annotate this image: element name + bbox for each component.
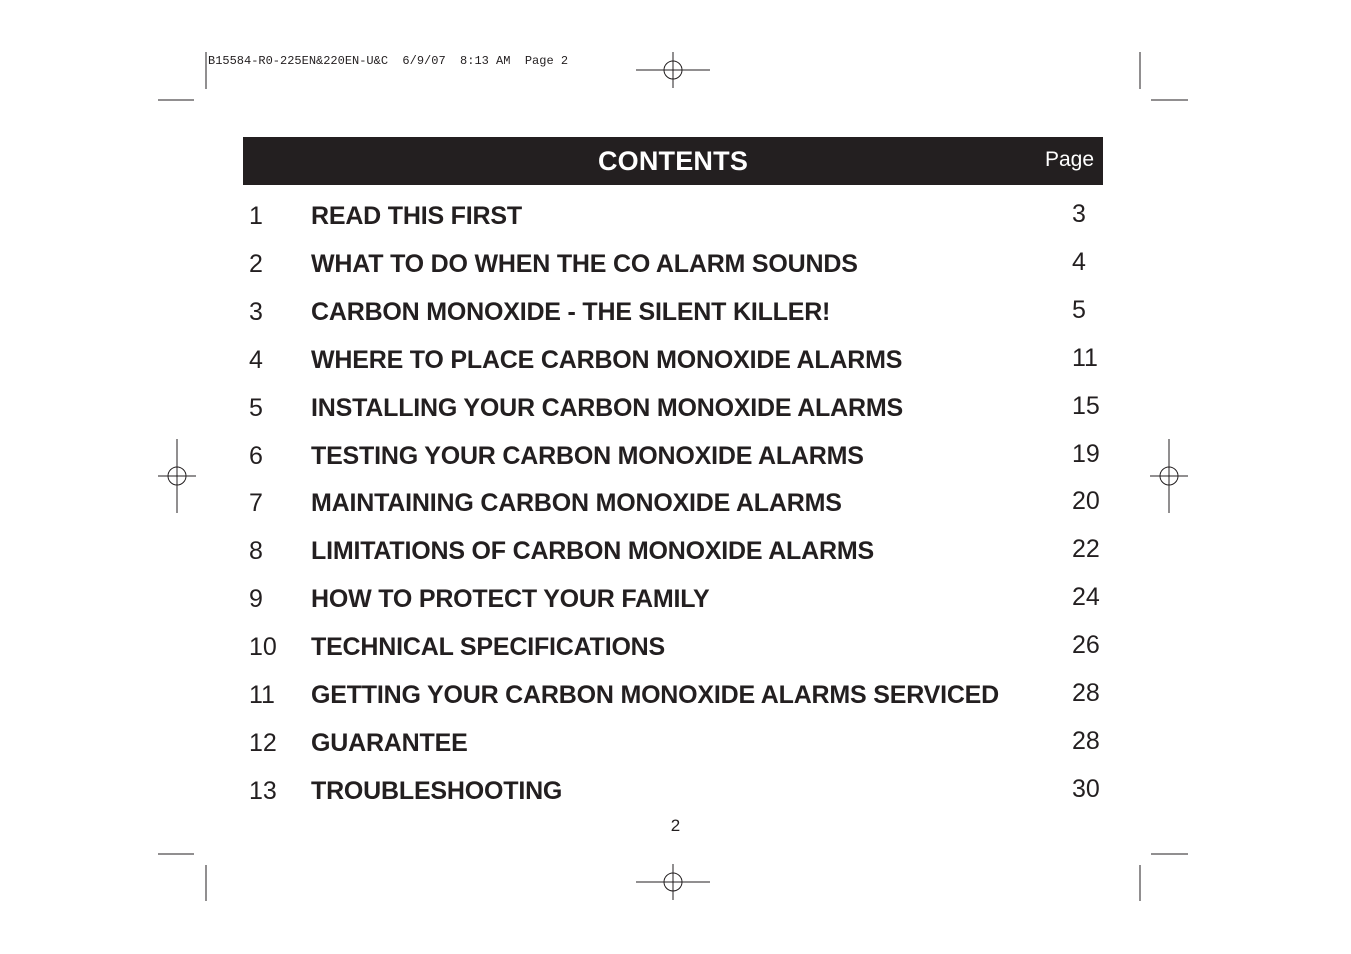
toc-entry-number: 3 (249, 297, 263, 326)
toc-entry-number: 8 (249, 537, 263, 566)
toc-entry-title: GETTING YOUR CARBON MONOXIDE ALARMS SERVICED (311, 681, 1000, 709)
toc-entry-title: TESTING YOUR CARBON MONOXIDE ALARMS (311, 441, 864, 470)
toc-entry-title: HOW TO PROTECT YOUR FAMILY (311, 585, 710, 614)
toc-entry-number: 9 (249, 585, 263, 614)
contents-title: CONTENTS (597, 146, 749, 176)
toc-entry (243, 247, 1103, 290)
toc-entry-number: 5 (249, 393, 263, 422)
page-column-label: Page (1044, 148, 1094, 171)
toc-entry (243, 681, 1103, 721)
print-slug: B15584-R0-225EN&220EN-U&C 6/9/07 8:13 AM Page 2 (208, 54, 569, 68)
toc-entry (243, 439, 1103, 482)
toc-entry-page: 28 (1072, 726, 1100, 755)
toc-entry-title: CARBON MONOXIDE - THE SILENT KILLER! (311, 297, 831, 326)
toc-entry-title: WHERE TO PLACE CARBON MONOXIDE ALARMS (311, 345, 903, 374)
toc-entry (243, 726, 1103, 769)
toc-entry-number: 1 (249, 202, 263, 230)
toc-entry-title: READ THIS FIRST (311, 202, 522, 230)
registration-mark-bottom (636, 864, 710, 900)
toc-entry (243, 489, 1103, 529)
toc-entry-page: 19 (1072, 439, 1100, 468)
toc-entry (243, 202, 1103, 242)
toc-entry-page: 4 (1072, 247, 1086, 276)
toc-entry-title: TECHNICAL SPECIFICATIONS (311, 633, 666, 662)
toc-entry-title: MAINTAINING CARBON MONOXIDE ALARMS (311, 489, 842, 518)
toc-entry-number: 2 (249, 249, 263, 278)
toc-entry (243, 295, 1103, 338)
toc-entry-title: GUARANTEE (311, 728, 468, 757)
toc-entry-title: INSTALLING YOUR CARBON MONOXIDE ALARMS (311, 393, 903, 422)
toc-entry-page: 5 (1072, 295, 1086, 324)
toc-entry-number: 11 (249, 681, 275, 709)
toc-entry (243, 633, 1103, 673)
toc-entry-number: 13 (249, 776, 277, 805)
registration-mark-right (1150, 439, 1188, 513)
toc-entry-title: LIMITATIONS OF CARBON MONOXIDE ALARMS (311, 537, 874, 566)
toc-entry-number: 10 (249, 633, 277, 662)
toc-entry-page: 28 (1072, 679, 1100, 707)
page-number: 2 (670, 816, 681, 835)
toc-entry-page: 30 (1072, 774, 1100, 803)
contents-header (243, 137, 1103, 185)
toc-entry-title: TROUBLESHOOTING (311, 776, 563, 805)
toc-entry-number: 7 (249, 489, 263, 518)
toc-entry (243, 774, 1103, 817)
toc-entry-page: 24 (1072, 583, 1100, 612)
registration-mark-left (158, 439, 196, 513)
toc-entry-page: 22 (1072, 535, 1100, 564)
toc-entry (243, 537, 1103, 577)
toc-entry-page: 15 (1072, 391, 1100, 420)
toc-entry-number: 12 (249, 728, 277, 757)
registration-mark-top (636, 52, 710, 88)
toc-entry-page: 3 (1072, 200, 1086, 228)
toc-entry-title: WHAT TO DO WHEN THE CO ALARM SOUNDS (311, 249, 858, 278)
toc-entry (243, 343, 1103, 386)
toc-entry-number: 4 (249, 345, 263, 374)
toc-entry-number: 6 (249, 441, 263, 470)
toc-entry-page: 26 (1072, 631, 1100, 660)
toc-entry-page: 11 (1072, 343, 1098, 372)
toc-entry (243, 391, 1103, 434)
toc-entry-page: 20 (1072, 487, 1100, 516)
toc-entry (243, 585, 1103, 625)
